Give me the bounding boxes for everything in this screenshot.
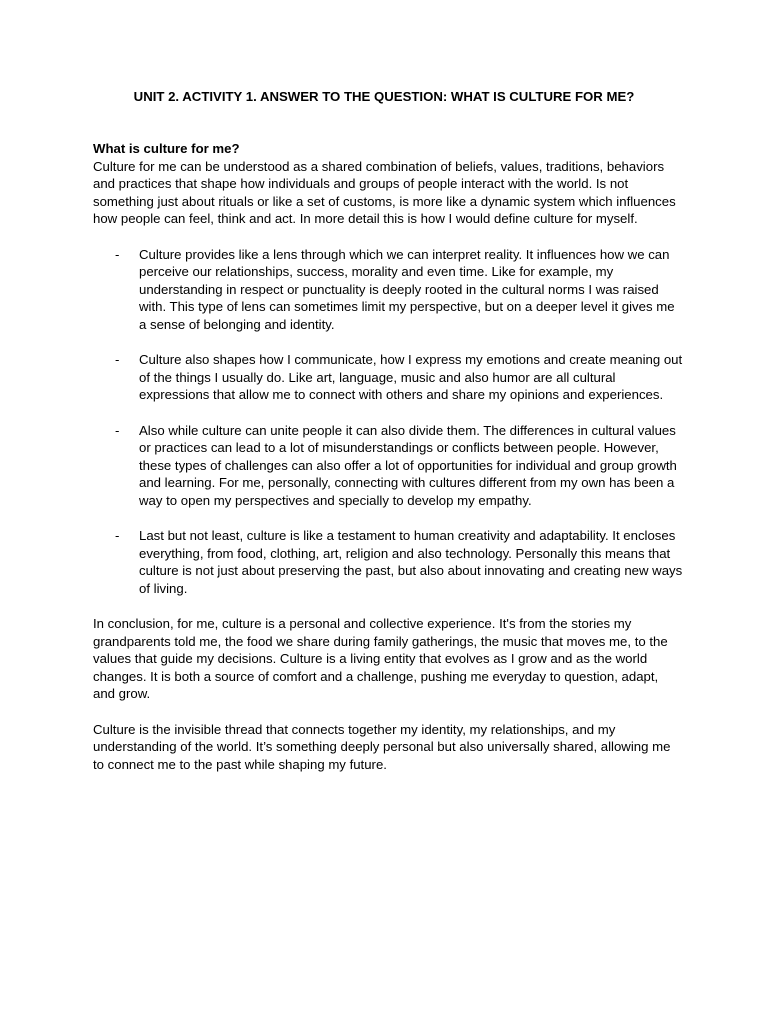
bullet-item [93, 422, 683, 510]
bullet-text: Culture provides like a lens through which we can interpret reality. It influences how we can perceive our relationships, success, morality and even time. Like for example, my understanding in respect or punctuality is deeply rooted in the cultural norms I was raised with. This type of lens can sometimes limit my perspective, but on a deeper level it gives me a sense of belonging and identity. [139, 246, 675, 332]
closing-paragraph: Culture is the invisible thread that connects together my identity, my relationships, and my understanding of the world. It’s something deeply personal but also universally shared, allowing me to connect me to the past while shaping my future. [93, 721, 671, 772]
bullet-list [93, 246, 683, 598]
bullet-text: Culture also shapes how I communicate, how I express my emotions and create meaning out of the things I usually do. Like art, language, music and also humor are all cultural expressions that allow me to connect with others and share my opinions and experiences. [139, 352, 683, 403]
bullet-dash: - [115, 246, 120, 262]
bullet-dash: - [115, 422, 120, 438]
intro-paragraph: Culture for me can be understood as a shared combination of beliefs, values, traditions, behaviors and practices that shape how individuals and groups of people interact with the world. Is not something just about rituals or like a set of customs, is more like a dynamic system which influences how people can feel, think and act. In more detail this is how I would define culture for myself. [93, 158, 676, 227]
document-body [93, 140, 683, 773]
bullet-text: Also while culture can unite people it can also divide them. The differences in cultural values or practices can lead to a lot of misunderstandings or conflicts between people. However, these types of challenges can also offer a lot of opportunities for individual and group growth and learning. For me, personally, connecting with cultures different from my own has been a way to open my perspectives and specially to develop my empathy. [139, 422, 677, 508]
bullet-item [93, 527, 683, 597]
bullet-dash: - [115, 528, 120, 544]
bullet-dash: - [115, 352, 120, 368]
bullet-item [93, 246, 683, 334]
bullet-item [93, 351, 683, 404]
conclusion-paragraph: In conclusion, for me, culture is a personal and collective experience. It's from the stories my grandparents told me, the food we share during family gatherings, the music that moves me, to the values that guide my decisions. Culture is a living entity that evolves as I grow and as the world changes. It is both a source of comfort and a challenge, pushing me everyday to question, adapt, and grow. [93, 616, 668, 702]
section-heading: What is culture for me? [93, 141, 240, 156]
document-title: UNIT 2. ACTIVITY 1. ANSWER TO THE QUESTION: WHAT IS CULTURE FOR ME? [133, 89, 635, 104]
bullet-text: Last but not least, culture is like a testament to human creativity and adaptability. It encloses everything, from food, clothing, art, religion and also technology. Personally this means that culture is not just about preserving the past, but also about innovating and creating new ways of living. [139, 528, 683, 596]
